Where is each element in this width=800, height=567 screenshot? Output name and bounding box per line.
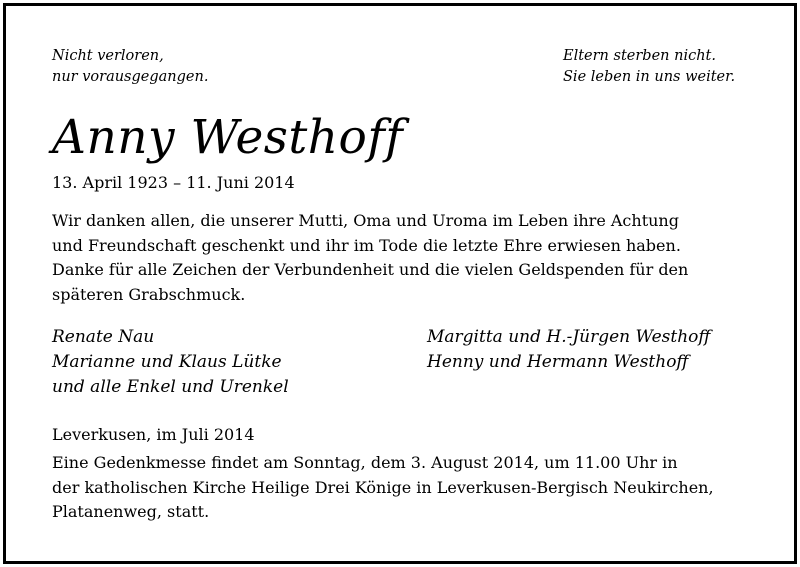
quote-right-line: Sie leben in uns weiter. bbox=[563, 69, 736, 85]
quote-right bbox=[563, 46, 735, 88]
thanks-line: und Freundschaft geschenkt und ihr im Tode die letzte Ehre erwiesen haben. bbox=[52, 235, 681, 255]
mass-line: der katholischen Kirche Heilige Drei Könige in Leverkusen-Bergisch Neukirchen, bbox=[52, 477, 714, 497]
thanks-line: späteren Grabschmuck. bbox=[52, 284, 246, 304]
signer: Henny und Hermann Westhoff bbox=[427, 352, 689, 372]
quote-left bbox=[52, 46, 208, 88]
quote-left-line: nur vorausgegangen. bbox=[52, 69, 209, 85]
thanks-paragraph bbox=[52, 209, 688, 307]
signer: und alle Enkel und Urenkel bbox=[52, 377, 289, 397]
quote-left-line: Nicht verloren, bbox=[52, 48, 164, 64]
signers-right bbox=[427, 325, 710, 375]
memorial-mass-paragraph bbox=[52, 451, 714, 525]
thanks-line: Wir danken allen, die unserer Mutti, Oma und Uroma im Leben ihre Achtung bbox=[52, 211, 679, 230]
deceased-name: Anny Westhoff bbox=[52, 110, 404, 165]
mass-line: Platanenweg, statt. bbox=[52, 502, 210, 521]
signer: Renate Nau bbox=[52, 327, 155, 347]
mass-line: Eine Gedenkmesse findet am Sonntag, dem 3. August 2014, um 11.00 Uhr in bbox=[52, 453, 678, 472]
signer: Margitta und H.-Jürgen Westhoff bbox=[427, 327, 711, 347]
thanks-line: Danke für alle Zeichen der Verbundenheit und die vielen Geldspenden für den bbox=[52, 260, 689, 279]
signer: Marianne und Klaus Lütke bbox=[52, 352, 282, 372]
signers-left bbox=[52, 325, 289, 400]
place-date: Leverkusen, im Juli 2014 bbox=[52, 425, 255, 444]
quote-right-line: Eltern sterben nicht. bbox=[563, 48, 716, 64]
life-dates: 13. April 1923 – 11. Juni 2014 bbox=[52, 173, 295, 192]
